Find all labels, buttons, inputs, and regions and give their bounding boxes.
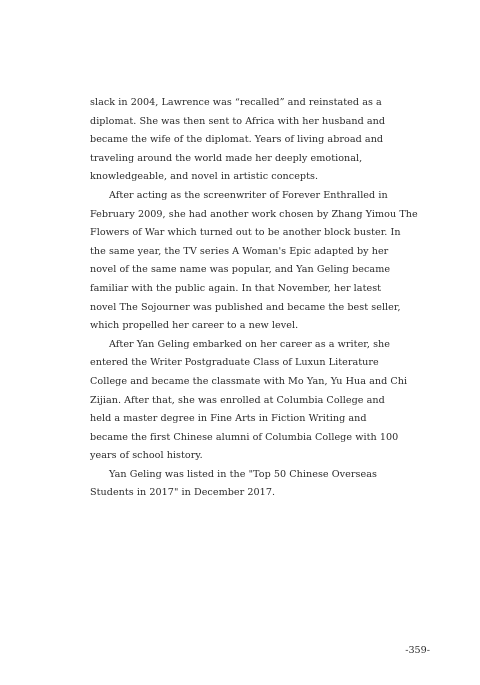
text-line: which propelled her career to a new level. [90, 320, 299, 332]
text-line: Zijian. After that, she was enrolled at Columbia College and [90, 394, 385, 406]
text-line: knowledgeable, and novel in artistic concepts. [90, 171, 319, 183]
text-line: Yan Geling was listed in the "Top 50 Chinese Overseas [109, 468, 377, 480]
text-line: years of school history. [90, 450, 203, 462]
text-line: After acting as the screenwriter of Forever Enthralled in [109, 189, 388, 201]
text-line: After Yan Geling embarked on her career as a writer, she [109, 338, 391, 350]
text-line: Flowers of War which turned out to be another block buster. In [90, 227, 401, 239]
paragraph [90, 94, 430, 187]
paragraph [90, 187, 430, 336]
text-line: the same year, the TV series A Woman's Epic adapted by her [90, 245, 389, 257]
text-line: College and became the classmate with Mo Yan, Yu Hua and Chi [90, 375, 408, 387]
text-line: held a master degree in Fine Arts in Fiction Writing and [90, 413, 367, 425]
text-line: novel The Sojourner was published and became the best seller, [90, 301, 401, 313]
text-line: novel of the same name was popular, and Yan Geling became [90, 264, 391, 276]
body-text [90, 94, 430, 503]
text-line: traveling around the world made her deeply emotional, [90, 152, 363, 164]
paragraph [90, 466, 430, 503]
text-line: became the wife of the diplomat. Years of living abroad and [90, 134, 384, 146]
text-line: diplomat. She was then sent to Africa with her husband and [90, 115, 386, 127]
text-line: familiar with the public again. In that November, her latest [90, 282, 382, 294]
text-line: Students in 2017" in December 2017. [90, 487, 276, 499]
text-line: entered the Writer Postgraduate Class of Luxun Literature [90, 357, 379, 369]
text-line: became the first Chinese alumni of Columbia College with 100 [90, 431, 399, 443]
page-number: -359- [405, 645, 430, 656]
paragraph [90, 336, 430, 466]
text-line: slack in 2004, Lawrence was “recalled” and reinstated as a [90, 97, 382, 108]
text-line: February 2009, she had another work chosen by Zhang Yimou The [90, 208, 418, 220]
